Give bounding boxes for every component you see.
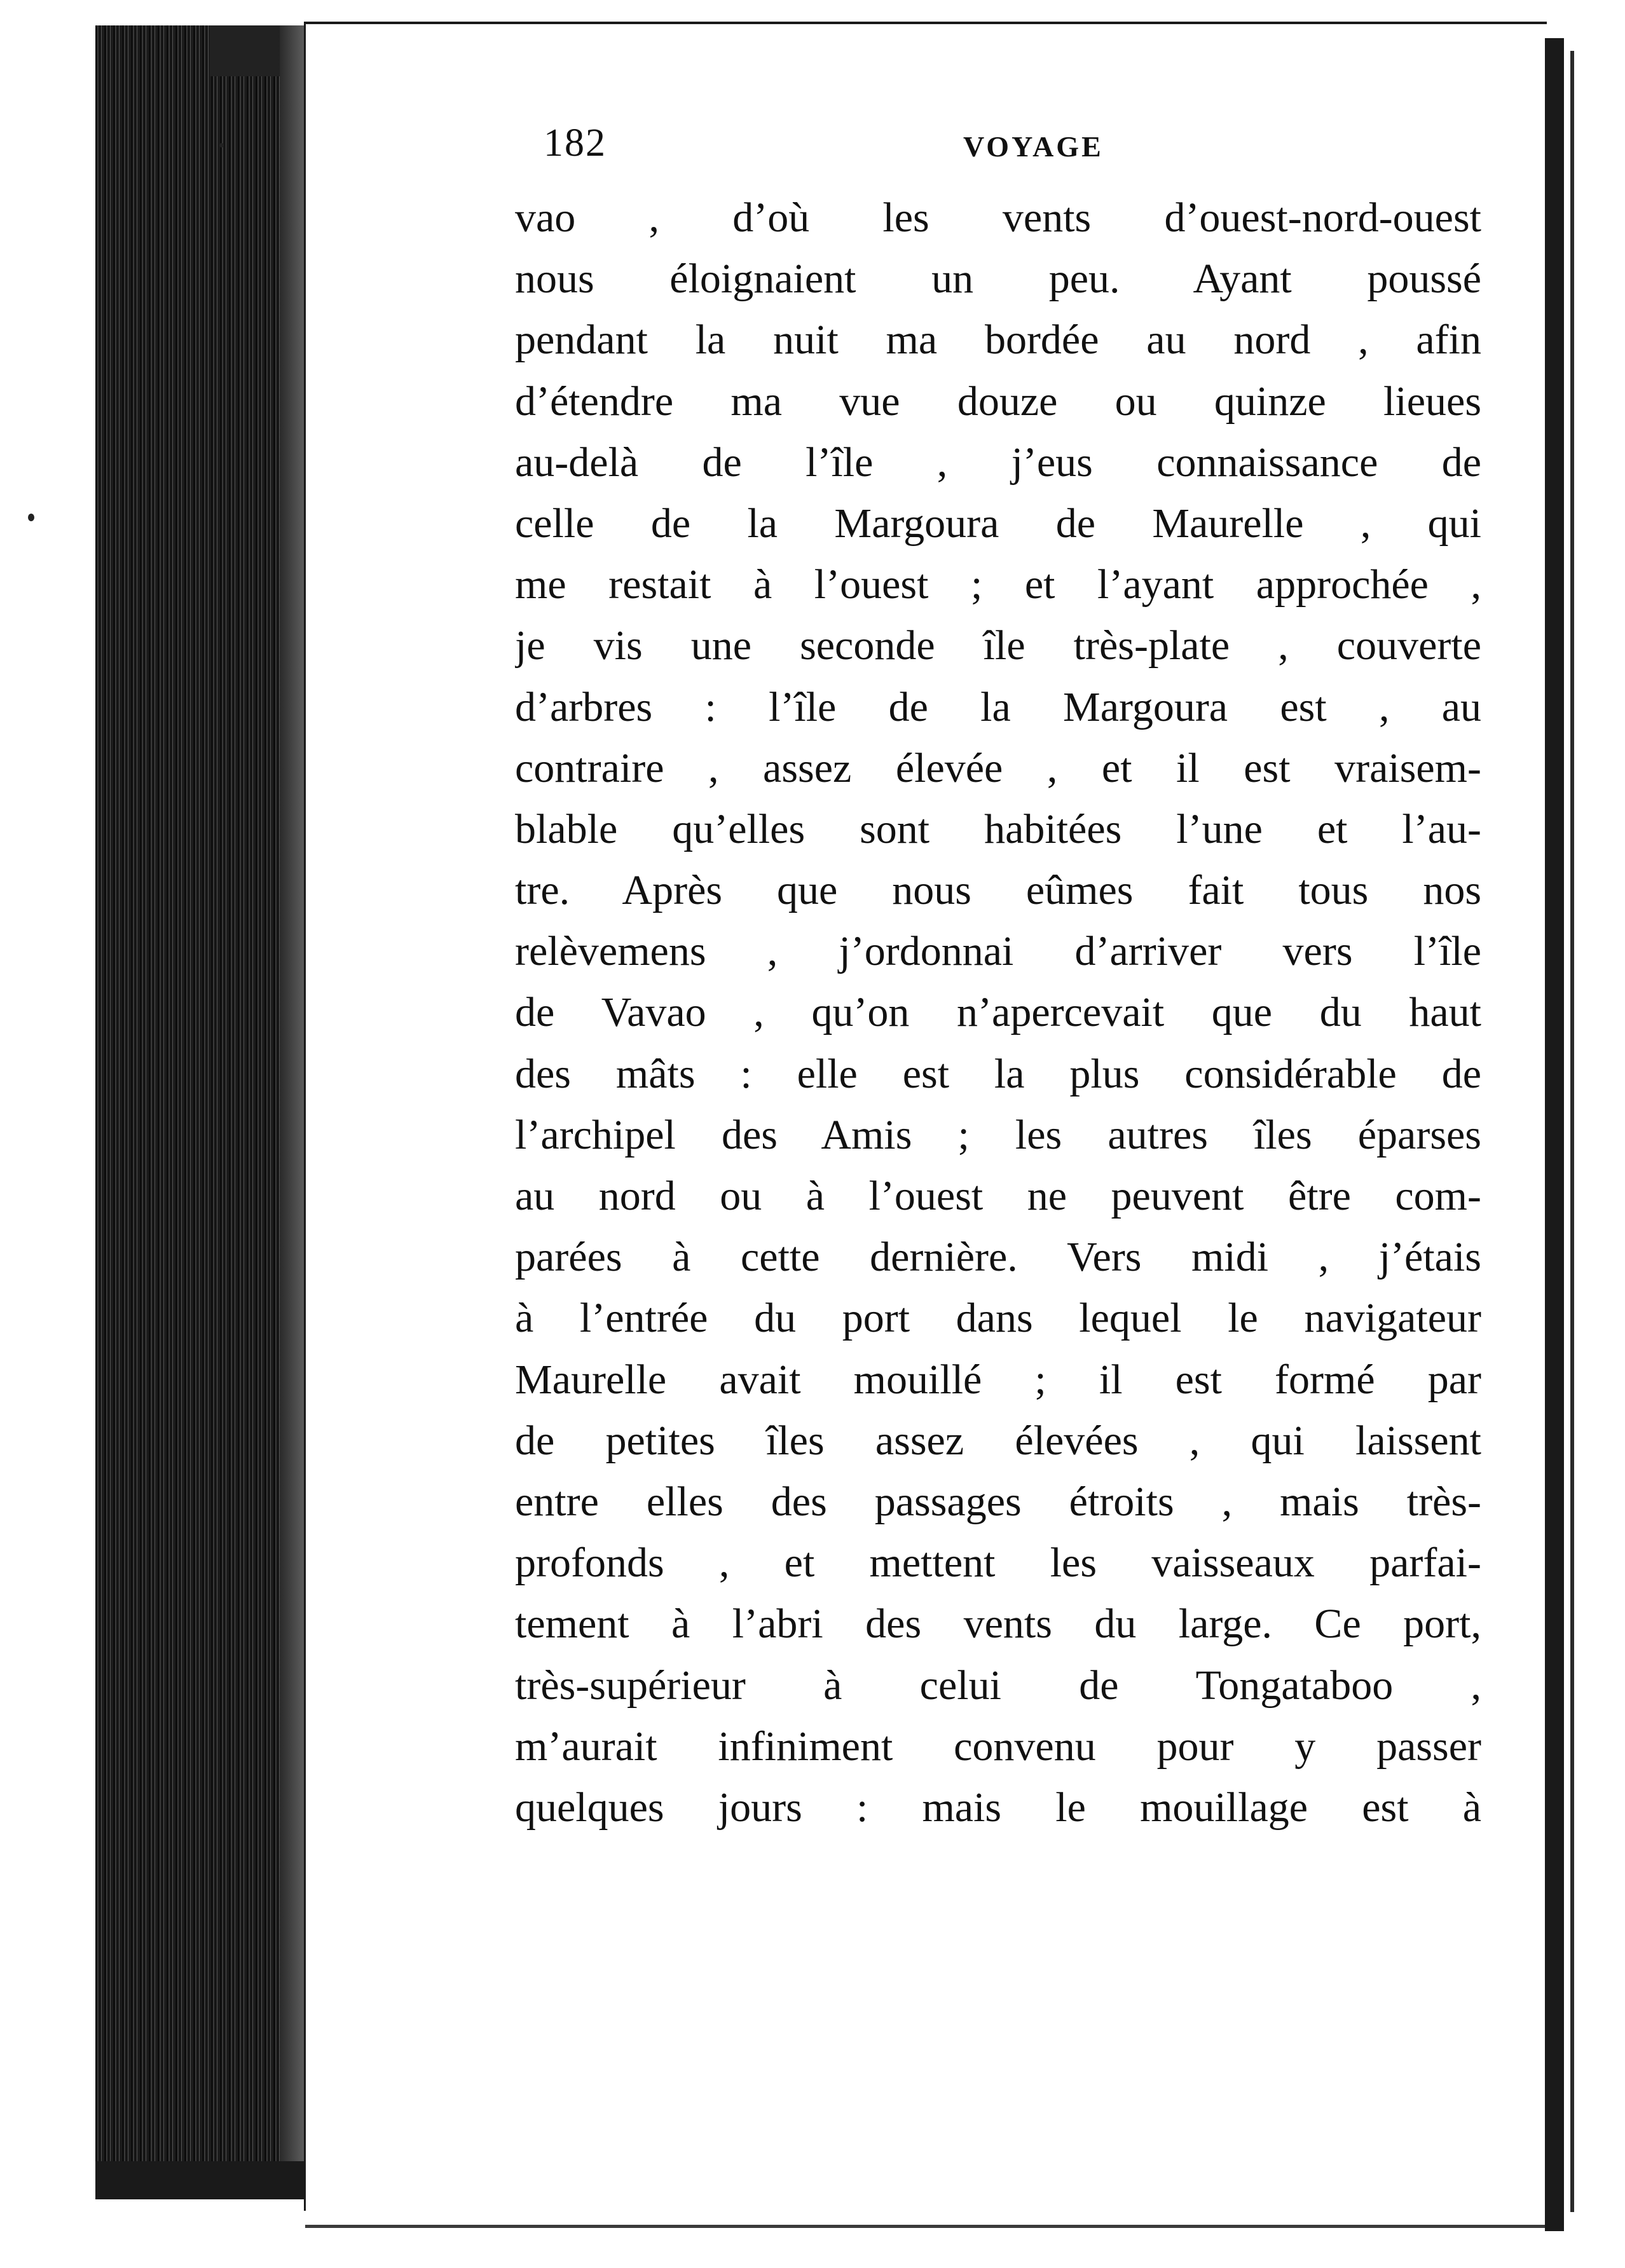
text-line: profonds , et mettent les vaisseaux parfai-: [515, 1540, 1481, 1587]
text-line: d’arbres : l’île de la Margoura est , au: [515, 683, 1481, 730]
text-line: pendant la nuit ma bordée au nord , afin: [515, 317, 1481, 364]
text-line: au nord ou à l’ouest ne peuvent être com-: [515, 1173, 1481, 1219]
text-line: des mâts : elle est la plus considérable de: [515, 1050, 1481, 1097]
text-line: vao , d’où les vents d’ouest-nord-ouest: [515, 195, 1481, 241]
text-line: l’archipel des Amis ; les autres îles éparses: [515, 1111, 1481, 1158]
text-line: blable qu’elles sont habitées l’une et l’au-: [515, 805, 1481, 852]
book-page-stack: [95, 25, 305, 2199]
right-page-edge-line: [1570, 51, 1574, 2212]
text-line: Maurelle avait mouillé ; il est formé par: [515, 1356, 1481, 1403]
text-line: nous éloignaient un peu. Ayant poussé: [515, 256, 1481, 303]
page-number: 182: [544, 121, 607, 165]
text-line: celle de la Margoura de Maurelle , qui: [515, 500, 1481, 547]
text-line: relèvemens , j’ordonnai d’arriver vers l’île: [515, 928, 1481, 975]
text-line: parées à cette dernière. Vers midi , j’étais: [515, 1234, 1481, 1281]
book-page-stack-bottom: [95, 2161, 318, 2199]
page-edges: [0, 0, 318, 2268]
text-line: m’aurait infiniment convenu pour y passer: [515, 1723, 1481, 1770]
text-line: contraire , assez élevée , et il est vraisem-: [515, 744, 1481, 791]
text-line: je vis une seconde île très-plate , couverte: [515, 622, 1481, 669]
running-head: [544, 121, 1484, 178]
scan-speck: [219, 143, 224, 147]
bottom-page-edge: [305, 2225, 1545, 2228]
text-line: tement à l’abri des vents du large. Ce port,: [515, 1601, 1481, 1648]
text-line: quelques jours : mais le mouillage est à: [515, 1784, 1481, 1831]
scan-speck: [28, 514, 34, 521]
text-line: me restait à l’ouest ; et l’ayant approchée ,: [515, 561, 1481, 608]
running-title: VOYAGE: [963, 130, 1104, 163]
text-line: de petites îles assez élevées , qui laissent: [515, 1417, 1481, 1464]
text-line: tre. Après que nous eûmes fait tous nos: [515, 867, 1481, 914]
text-line: au-delà de l’île , j’eus connaissance de: [515, 439, 1481, 486]
text-line: très-supérieur à celui de Tongataboo ,: [515, 1662, 1481, 1709]
text-line: entre elles des passages étroits , mais très-: [515, 1478, 1481, 1525]
text-line: à l’entrée du port dans lequel le navigateur: [515, 1295, 1481, 1342]
text-line: de Vavao , qu’on n’apercevait que du haut: [515, 989, 1481, 1036]
text-line: d’étendre ma vue douze ou quinze lieues: [515, 378, 1481, 425]
right-page-edge: [1545, 38, 1564, 2231]
body-text: [515, 188, 1481, 1838]
